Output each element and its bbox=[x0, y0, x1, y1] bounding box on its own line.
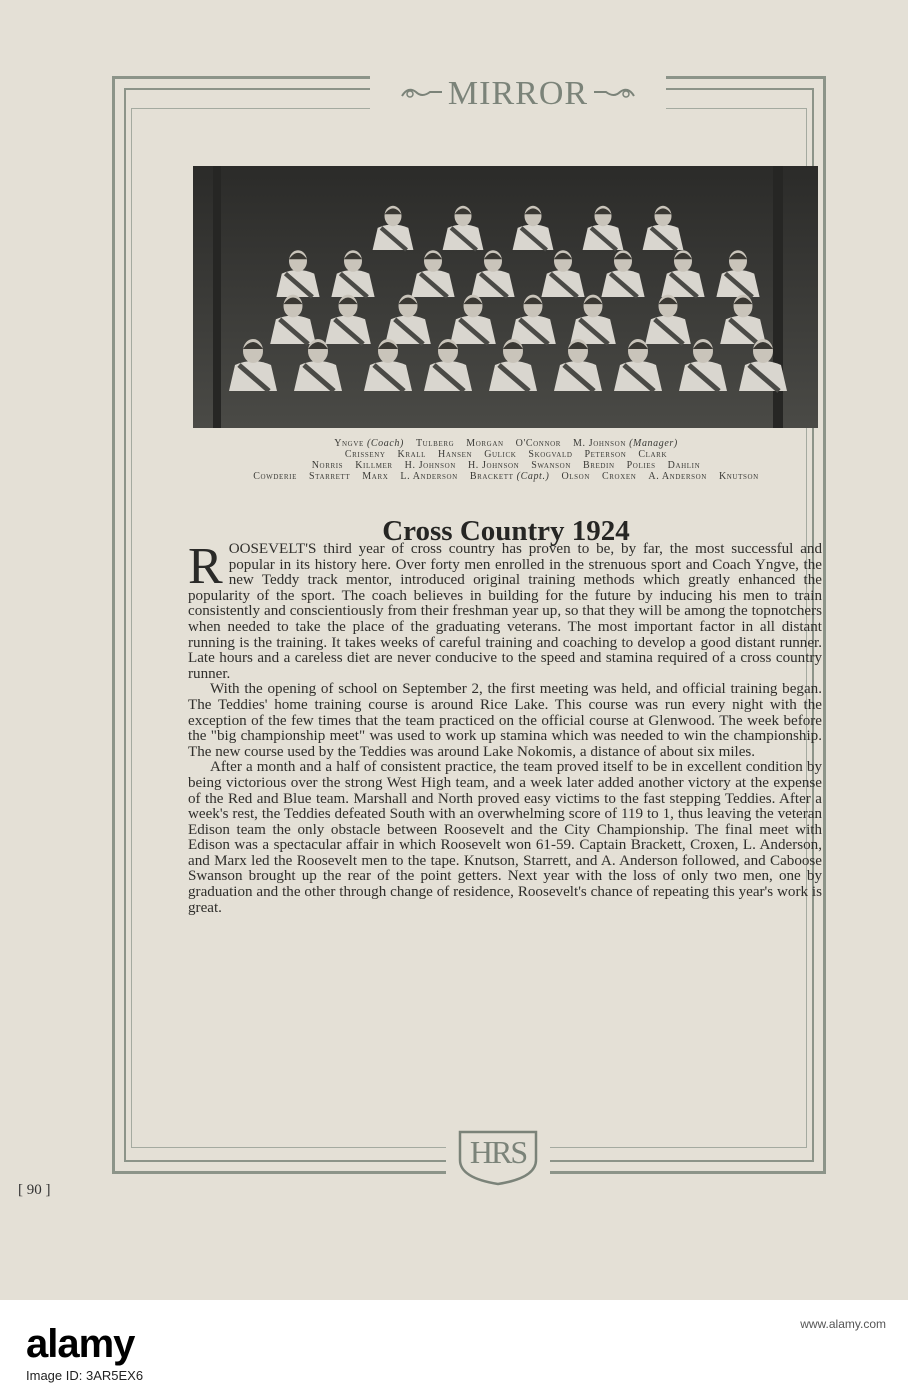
masthead bbox=[370, 74, 666, 114]
caption-row bbox=[186, 449, 826, 460]
photo-caption bbox=[186, 438, 826, 482]
caption-row bbox=[186, 460, 826, 471]
caption-name: Krall bbox=[397, 449, 427, 460]
alamy-site[interactable]: www.alamy.com bbox=[800, 1317, 886, 1331]
caption-name: Dahlin bbox=[667, 460, 701, 471]
caption-row bbox=[186, 438, 826, 449]
caption-name: Skogvald bbox=[528, 449, 573, 460]
caption-name: Brackett (Capt.) bbox=[469, 471, 550, 482]
caption-name: Knutson bbox=[718, 471, 759, 482]
caption-name: Marx bbox=[362, 471, 389, 482]
caption-name: L. Anderson bbox=[400, 471, 458, 482]
paragraph-1 bbox=[188, 538, 822, 682]
caption-name: Tulberg bbox=[415, 438, 455, 449]
page-number: [ 90 ] bbox=[18, 1182, 51, 1198]
caption-name: Gulick bbox=[484, 449, 517, 460]
team-photo bbox=[193, 166, 818, 428]
team-photo-image bbox=[193, 166, 818, 428]
image-id: Image ID: 3AR5EX6 bbox=[26, 1368, 144, 1383]
caption-name: H. Johnson bbox=[404, 460, 456, 471]
paragraph-1-text: OOSEVELT'S third year of cross country has proven to be, by far, the most successful and popular in its history here. Over forty men enrolled in the strenuous sport and Coach Yngve, the new Teddy track mentor, introduced original training methods which greatly enhanced the popularity of the sport. The coach believes in building for the future by inducing his men to train consistently and conscientiously from their freshman year up, so that they will be among the topnotchers when needed to take the place of the graduating veterans. The most important factor in all distant running is the training. It takes weeks of careful training and coaching to develop a good distant runner. Late hours and a careless diet are never conducive to the speed and stamina required of a cross country runner. bbox=[188, 541, 822, 682]
caption-role: (Capt.) bbox=[513, 471, 550, 482]
paragraph-2: With the opening of school on September 2, the first meeting was held, and official training began. The Teddies' home training course is around Rice Lake. This course was run every night with the exception of the few times that the team practiced on the official course at Glenwood. The week before the "big championship meet" was used to work up stamina which was needed to win the championship. The new course used by the Teddies was around Lake Nokomis, a distance of about six miles. bbox=[188, 681, 822, 760]
caption-name: Swanson bbox=[531, 460, 571, 471]
paragraph-3: After a month and a half of consistent practice, the team proved itself to be in excellent condition by being victorious over the strong West High team, and a week later added another victory at the expense of the Red and Blue team. Marshall and North proved easy victims to the fast stepping Teddies. After a week's rest, the Teddies defeated South with an overwhelming score of 119 to 1, thus leaving the veteran Edison team the only obstacle between Roosevelt and the City Championship. The final meet with Edison was a spectacular affair in which Roosevelt won 61-59. Captain Brackett, Croxen, L. Anderson, and Marx led the Roosevelt men to the tape. Knutson, Starrett, and A. Anderson followed, and Caboose Swanson brought up the rear of the point getters. Next year with the loss of only two men, one by graduation and the other through change of residence, Roosevelt's chance of repeating this year's work is great. bbox=[188, 759, 822, 916]
masthead-title: MIRROR bbox=[447, 75, 589, 112]
caption-name: Killmer bbox=[355, 460, 393, 471]
article-title: Cross Country 1924 bbox=[382, 515, 630, 548]
caption-name: Olson bbox=[561, 471, 590, 482]
right-scroll-ornament-icon bbox=[592, 84, 636, 104]
caption-name: Starrett bbox=[308, 471, 351, 482]
caption-name: Norris bbox=[311, 460, 344, 471]
article-body bbox=[188, 538, 822, 916]
caption-row bbox=[186, 471, 826, 482]
hrs-logo-text: HRS bbox=[469, 1134, 527, 1170]
hrs-logo bbox=[446, 1126, 550, 1188]
caption-name: Cowderie bbox=[253, 471, 297, 482]
caption-name: A. Anderson bbox=[648, 471, 707, 482]
caption-name: M. Johnson (Manager) bbox=[573, 438, 678, 449]
caption-name: O'Connor bbox=[515, 438, 562, 449]
drop-cap: R bbox=[188, 538, 223, 595]
caption-role: (Coach) bbox=[363, 438, 404, 449]
caption-name: Morgan bbox=[466, 438, 504, 449]
caption-name: H. Johnson bbox=[467, 460, 520, 471]
caption-name: Bredin bbox=[582, 460, 615, 471]
alamy-logo[interactable]: alamy bbox=[26, 1322, 135, 1366]
caption-name: Hansen bbox=[438, 449, 473, 460]
caption-name: Yngve (Coach) bbox=[334, 438, 404, 449]
caption-name: Peterson bbox=[584, 449, 627, 460]
caption-name: Crisseny bbox=[344, 449, 386, 460]
stock-credit-bar bbox=[0, 1300, 908, 1390]
caption-name: Polies bbox=[626, 460, 656, 471]
caption-name: Clark bbox=[638, 449, 668, 460]
caption-name: Croxen bbox=[602, 471, 637, 482]
caption-role: (Manager) bbox=[625, 438, 678, 449]
left-scroll-ornament-icon bbox=[400, 84, 444, 104]
